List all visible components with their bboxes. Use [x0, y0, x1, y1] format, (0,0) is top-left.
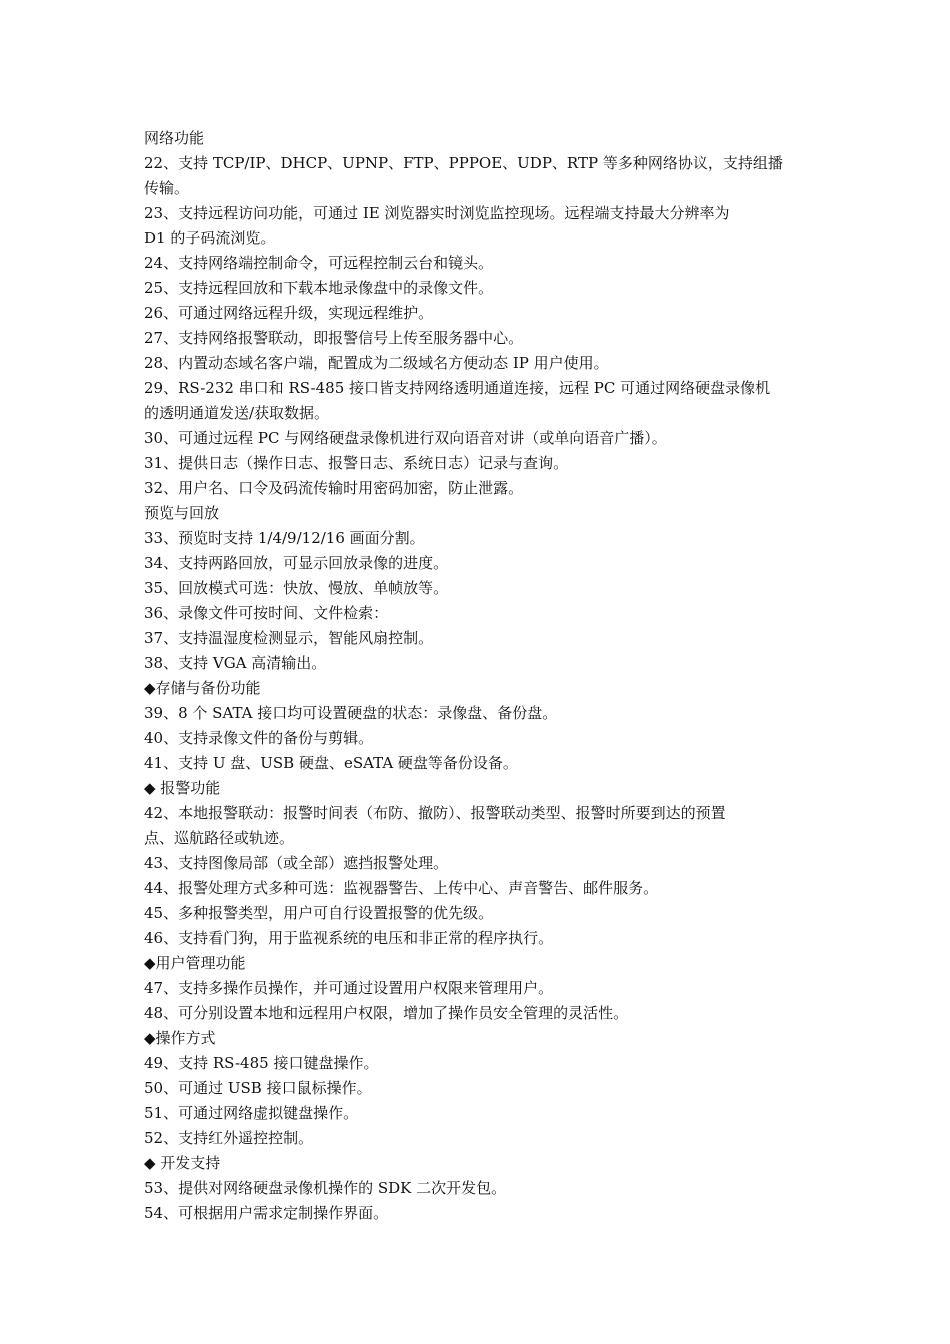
list-item: 22、支持 TCP/IP、DHCP、UPNP、FTP、PPPOE、UDP、RTP 等多种网络协议，支持组播 — [144, 154, 783, 172]
list-item: 42、本地报警联动：报警时间表（布防、撤防）、报警联动类型、报警时所要到达的预置 — [144, 804, 726, 822]
section-heading-development-support: ◆ 开发支持 — [144, 1154, 221, 1172]
section-heading-user-management: ◆用户管理功能 — [144, 954, 246, 972]
list-item: 41、支持 U 盘、USB 硬盘、eSATA 硬盘等备份设备。 — [144, 754, 518, 772]
list-item-continuation: 点、巡航路径或轨迹。 — [144, 829, 295, 847]
document-body — [144, 126, 810, 1226]
list-item: 44、报警处理方式多种可选：监视器警告、上传中心、声音警告、邮件服务。 — [144, 879, 659, 897]
list-item: 50、可通过 USB 接口鼠标操作。 — [144, 1079, 372, 1097]
list-item: 28、内置动态域名客户端，配置成为二级域名方便动态 IP 用户使用。 — [144, 354, 609, 372]
section-heading-operation-mode: ◆操作方式 — [144, 1029, 216, 1047]
section-heading-alarm: ◆ 报警功能 — [144, 779, 221, 797]
list-item: 52、支持红外遥控控制。 — [144, 1129, 314, 1147]
list-item: 54、可根据用户需求定制操作界面。 — [144, 1204, 389, 1222]
list-item: 37、支持温湿度检测显示，智能风扇控制。 — [144, 629, 434, 647]
list-item: 38、支持 VGA 高清输出。 — [144, 654, 327, 672]
section-heading-preview-playback: 预览与回放 — [144, 504, 220, 522]
section-heading-network: 网络功能 — [144, 129, 205, 147]
list-item: 45、多种报警类型，用户可自行设置报警的优先级。 — [144, 904, 494, 922]
list-item-continuation: D1 的子码流浏览。 — [144, 229, 276, 247]
list-item: 30、可通过远程 PC 与网络硬盘录像机进行双向语音对讲（或单向语音广播）。 — [144, 429, 667, 447]
list-item: 31、提供日志（操作日志、报警日志、系统日志）记录与查询。 — [144, 454, 569, 472]
list-item: 23、支持远程访问功能，可通过 IE 浏览器实时浏览监控现场。远程端支持最大分辨率为 — [144, 204, 730, 222]
list-item: 53、提供对网络硬盘录像机操作的 SDK 二次开发包。 — [144, 1179, 507, 1197]
list-item: 48、可分别设置本地和远程用户权限，增加了操作员安全管理的灵活性。 — [144, 1004, 629, 1022]
list-item-continuation: 的透明通道发送/获取数据。 — [144, 404, 330, 422]
list-item: 35、回放模式可选：快放、慢放、单帧放等。 — [144, 579, 449, 597]
section-heading-storage-backup: ◆存储与备份功能 — [144, 679, 261, 697]
list-item: 33、预览时支持 1/4/9/12/16 画面分割。 — [144, 529, 425, 547]
list-item: 32、用户名、口令及码流传输时用密码加密，防止泄露。 — [144, 479, 524, 497]
list-item: 49、支持 RS-485 接口键盘操作。 — [144, 1054, 379, 1072]
list-item: 36、录像文件可按时间、文件检索： — [144, 604, 389, 622]
list-item: 51、可通过网络虚拟键盘操作。 — [144, 1104, 359, 1122]
list-item: 46、支持看门狗，用于监视系统的电压和非正常的程序执行。 — [144, 929, 554, 947]
list-item: 25、支持远程回放和下载本地录像盘中的录像文件。 — [144, 279, 494, 297]
list-item: 24、支持网络端控制命令，可远程控制云台和镜头。 — [144, 254, 494, 272]
list-item: 34、支持两路回放，可显示回放录像的进度。 — [144, 554, 449, 572]
list-item-continuation: 传输。 — [144, 179, 190, 197]
list-item: 40、支持录像文件的备份与剪辑。 — [144, 729, 374, 747]
list-item: 39、8 个 SATA 接口均可设置硬盘的状态：录像盘、备份盘。 — [144, 704, 558, 722]
list-item: 47、支持多操作员操作，并可通过设置用户权限来管理用户。 — [144, 979, 554, 997]
list-item: 29、RS-232 串口和 RS-485 接口皆支持网络透明通道连接，远程 PC 可通过网络硬盘录像机 — [144, 379, 771, 397]
list-item: 27、支持网络报警联动，即报警信号上传至服务器中心。 — [144, 329, 524, 347]
list-item: 26、可通过网络远程升级，实现远程维护。 — [144, 304, 434, 322]
list-item: 43、支持图像局部（或全部）遮挡报警处理。 — [144, 854, 449, 872]
